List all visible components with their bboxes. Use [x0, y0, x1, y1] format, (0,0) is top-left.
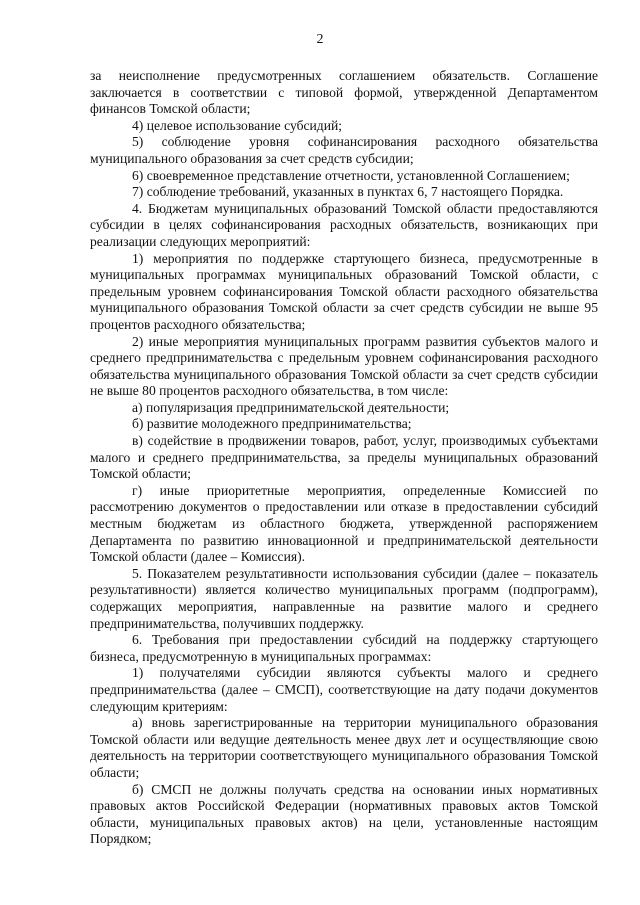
paragraph-subitem-b: б) развитие молодежного предпринимательства; [132, 416, 412, 432]
paragraph-condition-4: 4) целевое использование субсидий; [132, 117, 343, 133]
paragraph-criterion-b: б) СМСП не должны получать средства на основании иных нормативных правовых актов Российской Федерации (нормативных правовых актов Томской области, муниципальных правовых актов) на цели, установленные настоящим Порядком; [90, 781, 598, 847]
paragraph-subitem-v: в) содействие в продвижении товаров, работ, услуг, производимых субъектами малого и среднего предпринимательства, за пределы муниципальных образований Томской области; [90, 433, 598, 482]
paragraph-agreement-continuation: за неисполнение предусмотренных соглашением обязательств. Соглашение заключается в соответствии с типовой формой, утвержденной Департаментом финансов Томской области; [90, 68, 598, 117]
paragraph-condition-5: 5) соблюдение уровня софинансирования расходного обязательства муниципального образования за счет средств субсидии; [90, 134, 598, 166]
paragraph-subitem-a: а) популяризация предпринимательской деятельности; [132, 399, 450, 415]
paragraph-section-4-item-2: 2) иные мероприятия муниципальных программ развития субъектов малого и среднего предпринимательства с предельным уровнем софинансирования расходного обязательства муниципального образования Томской области за счет средств субсидии не выше 80 процентов расходного обязательства, в том числе: [90, 333, 598, 399]
paragraph-section-6: 6. Требования при предоставлении субсидий на поддержку стартующего бизнеса, предусмотренную в муниципальных программах: [90, 632, 598, 664]
paragraph-criterion-a: а) вновь зарегистрированные на территории муниципального образования Томской области или ведущие деятельность менее двух лет и осуществляющие свою деятельность на территории соответствующего муниципального образования Томской области; [90, 715, 598, 780]
paragraph-condition-7: 7) соблюдение требований, указанных в пунктах 6, 7 настоящего Порядка. [132, 184, 564, 200]
paragraph-section-6-item-1: 1) получателями субсидии являются субъекты малого и среднего предпринимательства (далее – СМСП), соответствующие на дату подачи документов следующим критериям: [90, 665, 598, 714]
page-number: 2 [316, 32, 324, 47]
document-body [90, 68, 598, 848]
paragraph-condition-6: 6) своевременное представление отчетности, установленной Соглашением; [132, 167, 570, 183]
paragraph-section-5: 5. Показателем результативности использования субсидии (далее – показатель результативности) является количество муниципальных программ (подпрограмм), содержащих мероприятия, направленные на развитие малого и среднего предпринимательства, получивших поддержку. [90, 565, 598, 631]
paragraph-section-4: 4. Бюджетам муниципальных образований Томской области предоставляются субсидии в целях софинансирования расходных обязательств, возникающих при реализации следующих мероприятий: [90, 200, 598, 249]
paragraph-section-4-item-1: 1) мероприятия по поддержке стартующего бизнеса, предусмотренные в муниципальных программах муниципальных образований Томской области, с предельным уровнем софинансирования Томской области расходного обязательства муниципального образования Томской области за счет средств субсидии не выше 95 процентов расходного обязательства; [90, 250, 598, 332]
paragraph-subitem-g: г) иные приоритетные мероприятия, определенные Комиссией по рассмотрению документов о предоставлении или отказе в предоставлении субсидий местным бюджетам из областного бюджета, утвержденной распоряжением Департамента по развитию инновационной и предпринимательской деятельности Томской области (далее – Комиссия). [90, 482, 598, 565]
